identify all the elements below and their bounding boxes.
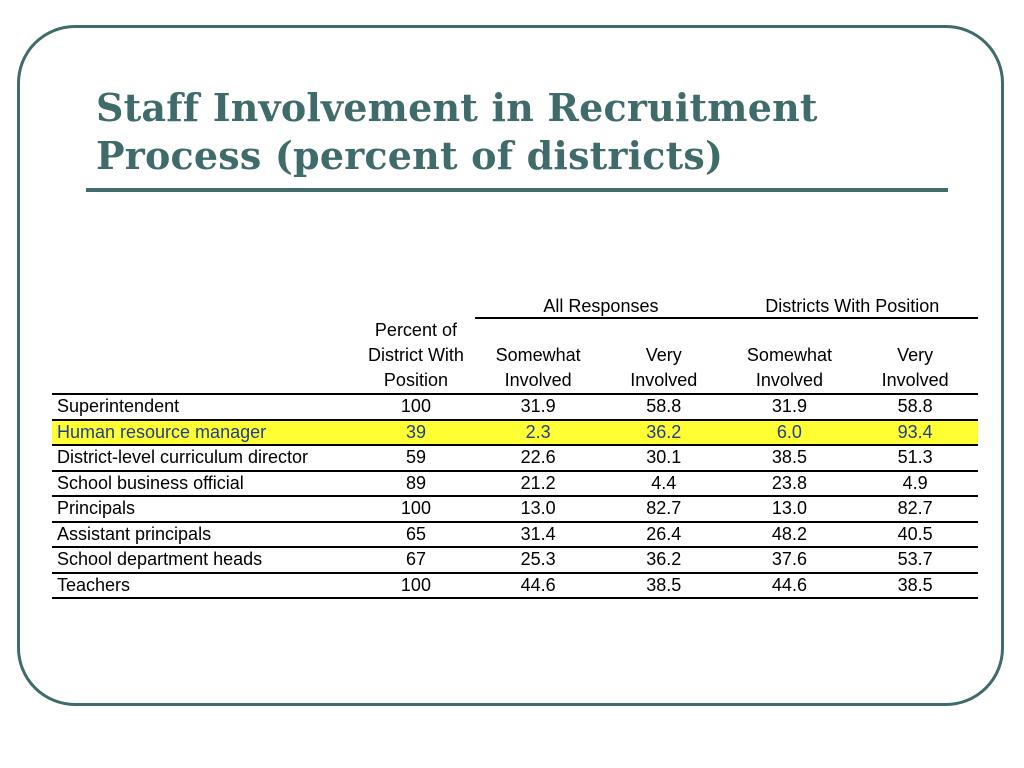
cell-district-very: 4.9 <box>852 471 978 497</box>
column-header-all-very <box>601 318 727 394</box>
cell-district-very: 53.7 <box>852 547 978 573</box>
row-label: Human resource manager <box>52 420 357 446</box>
column-header-district-very <box>852 318 978 394</box>
cell-percent-with-position: 39 <box>357 420 476 446</box>
cell-all-very: 38.5 <box>601 573 727 599</box>
title-line-2: Process (percent of districts) <box>96 133 724 178</box>
cell-all-very: 36.2 <box>601 420 727 446</box>
header-text: Involved <box>504 370 572 390</box>
cell-all-very: 30.1 <box>601 445 727 471</box>
cell-percent-with-position: 100 <box>357 394 476 420</box>
row-label: School business official <box>52 471 357 497</box>
column-header-row <box>52 318 978 394</box>
group-header-empty <box>357 290 476 318</box>
header-text: Somewhat <box>746 345 832 365</box>
cell-all-very: 26.4 <box>601 522 727 548</box>
header-text: Percent of <box>374 320 457 340</box>
header-text: Very <box>897 345 934 365</box>
row-label: Superintendent <box>52 394 357 420</box>
cell-district-very: 38.5 <box>852 573 978 599</box>
header-text: Position <box>383 370 448 390</box>
cell-percent-with-position: 67 <box>357 547 476 573</box>
cell-percent-with-position: 59 <box>357 445 476 471</box>
group-header-empty <box>52 290 357 318</box>
table-row <box>52 420 978 446</box>
cell-district-very: 58.8 <box>852 394 978 420</box>
cell-district-somewhat: 6.0 <box>727 420 853 446</box>
cell-all-somewhat: 31.9 <box>475 394 601 420</box>
slide-title <box>96 84 916 180</box>
involvement-table <box>52 290 978 599</box>
title-line-1: Staff Involvement in Recruitment <box>96 85 818 130</box>
cell-district-very: 93.4 <box>852 420 978 446</box>
header-text: Involved <box>755 370 823 390</box>
group-header-row <box>52 290 978 318</box>
cell-percent-with-position: 65 <box>357 522 476 548</box>
column-header-staff <box>52 318 357 394</box>
cell-district-very: 40.5 <box>852 522 978 548</box>
cell-district-very: 82.7 <box>852 496 978 522</box>
cell-percent-with-position: 89 <box>357 471 476 497</box>
column-header-percent-with-position <box>357 318 476 394</box>
row-label: School department heads <box>52 547 357 573</box>
table-row <box>52 573 978 599</box>
cell-percent-with-position: 100 <box>357 573 476 599</box>
table-row <box>52 496 978 522</box>
column-header-district-somewhat <box>727 318 853 394</box>
table-row <box>52 394 978 420</box>
cell-all-very: 4.4 <box>601 471 727 497</box>
cell-all-somewhat: 44.6 <box>475 573 601 599</box>
header-text: Involved <box>630 370 698 390</box>
table-row <box>52 445 978 471</box>
table-row <box>52 471 978 497</box>
header-text: Involved <box>881 370 949 390</box>
cell-all-somewhat: 21.2 <box>475 471 601 497</box>
title-underline <box>86 188 948 192</box>
table-row <box>52 522 978 548</box>
cell-district-somewhat: 44.6 <box>727 573 853 599</box>
cell-all-somewhat: 25.3 <box>475 547 601 573</box>
cell-district-somewhat: 23.8 <box>727 471 853 497</box>
table-row <box>52 547 978 573</box>
row-label: District-level curriculum director <box>52 445 357 471</box>
column-header-all-somewhat <box>475 318 601 394</box>
cell-all-somewhat: 31.4 <box>475 522 601 548</box>
cell-all-somewhat: 22.6 <box>475 445 601 471</box>
cell-district-very: 51.3 <box>852 445 978 471</box>
cell-district-somewhat: 48.2 <box>727 522 853 548</box>
header-text: District With <box>367 345 464 365</box>
cell-all-very: 36.2 <box>601 547 727 573</box>
cell-all-somewhat: 13.0 <box>475 496 601 522</box>
cell-district-somewhat: 38.5 <box>727 445 853 471</box>
row-label: Principals <box>52 496 357 522</box>
row-label: Assistant principals <box>52 522 357 548</box>
cell-all-very: 58.8 <box>601 394 727 420</box>
cell-all-very: 82.7 <box>601 496 727 522</box>
header-text: Very <box>645 345 682 365</box>
cell-all-somewhat: 2.3 <box>475 420 601 446</box>
cell-district-somewhat: 37.6 <box>727 547 853 573</box>
header-text: Somewhat <box>495 345 581 365</box>
cell-percent-with-position: 100 <box>357 496 476 522</box>
group-header-districts-with-position: Districts With Position <box>727 290 978 318</box>
cell-district-somewhat: 31.9 <box>727 394 853 420</box>
cell-district-somewhat: 13.0 <box>727 496 853 522</box>
group-header-all-responses: All Responses <box>475 290 726 318</box>
row-label: Teachers <box>52 573 357 599</box>
